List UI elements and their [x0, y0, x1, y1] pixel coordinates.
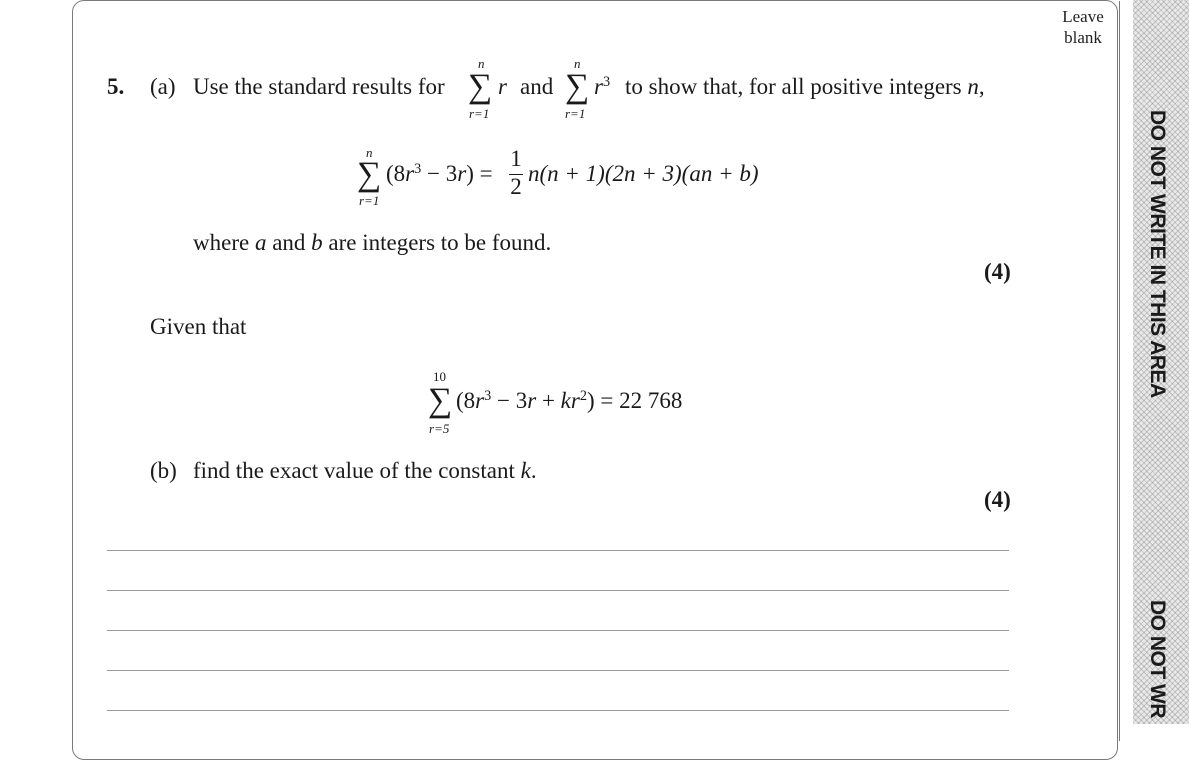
eq-lhs: $(8r^3 - 3r)$ =	[386, 161, 493, 186]
sum1-upper-limit: n	[478, 56, 485, 71]
sum1-lower-limit: r=1	[469, 106, 490, 121]
do-not-write-warning-partial: DO NOT WR	[1146, 600, 1169, 718]
margin-divider	[1119, 1, 1120, 741]
answer-line[interactable]	[107, 710, 1009, 711]
given-that-text: Given that	[150, 314, 247, 339]
eq-lower-limit: r=1	[359, 193, 380, 208]
where-statement: where a and b are integers to be found.	[193, 230, 552, 255]
given-sigma-icon: ∑	[428, 382, 453, 419]
answer-line[interactable]	[107, 630, 1009, 631]
eq-rhs: n(n + 1)(2n + 3)(an + b)	[528, 161, 759, 186]
sum2-sigma-icon: ∑	[565, 68, 590, 105]
eq-fraction-half	[508, 146, 524, 204]
leave-blank-line-2: blank	[1064, 28, 1102, 47]
answer-line[interactable]	[107, 670, 1009, 671]
answer-line[interactable]	[107, 590, 1009, 591]
sum2-lower-limit: r=1	[565, 106, 586, 121]
given-lower-limit: r=5	[429, 421, 450, 436]
joiner-and: and	[520, 74, 554, 99]
sum1-sigma-icon: ∑	[468, 68, 493, 105]
given-equation: $(8r^3 - 3r + kr^2) = 22$ 768	[456, 388, 683, 413]
eq-fraction-numerator: 1	[510, 146, 522, 171]
eq-sigma-icon: ∑	[357, 156, 382, 193]
eq-upper-limit: n	[366, 145, 373, 160]
part-b-marks: (4)	[984, 487, 1011, 512]
part-b-text: find the exact value of the constant k.	[193, 458, 537, 483]
part-a-intro-continued: to show that, for all positive integers n,	[625, 74, 985, 99]
part-a-label: (a)	[150, 74, 176, 99]
part-a-marks: (4)	[984, 259, 1011, 284]
eq-fraction-denominator: 2	[510, 174, 522, 199]
sum2-term: $r^3$	[594, 74, 611, 99]
part-a-intro-text: Use the standard results for	[193, 74, 445, 99]
answer-line[interactable]	[107, 550, 1009, 551]
page-frame	[72, 0, 1118, 760]
given-upper-limit: 10	[433, 369, 446, 384]
leave-blank-line-1: Leave	[1062, 7, 1104, 26]
leave-blank-label	[1054, 6, 1112, 48]
question-number: 5.	[107, 74, 125, 99]
sum1-term: r	[498, 74, 507, 99]
do-not-write-warning: DO NOT WRITE IN THIS AREA	[1146, 110, 1169, 398]
part-b-label: (b)	[150, 458, 177, 483]
sum2-upper-limit: n	[574, 56, 581, 71]
